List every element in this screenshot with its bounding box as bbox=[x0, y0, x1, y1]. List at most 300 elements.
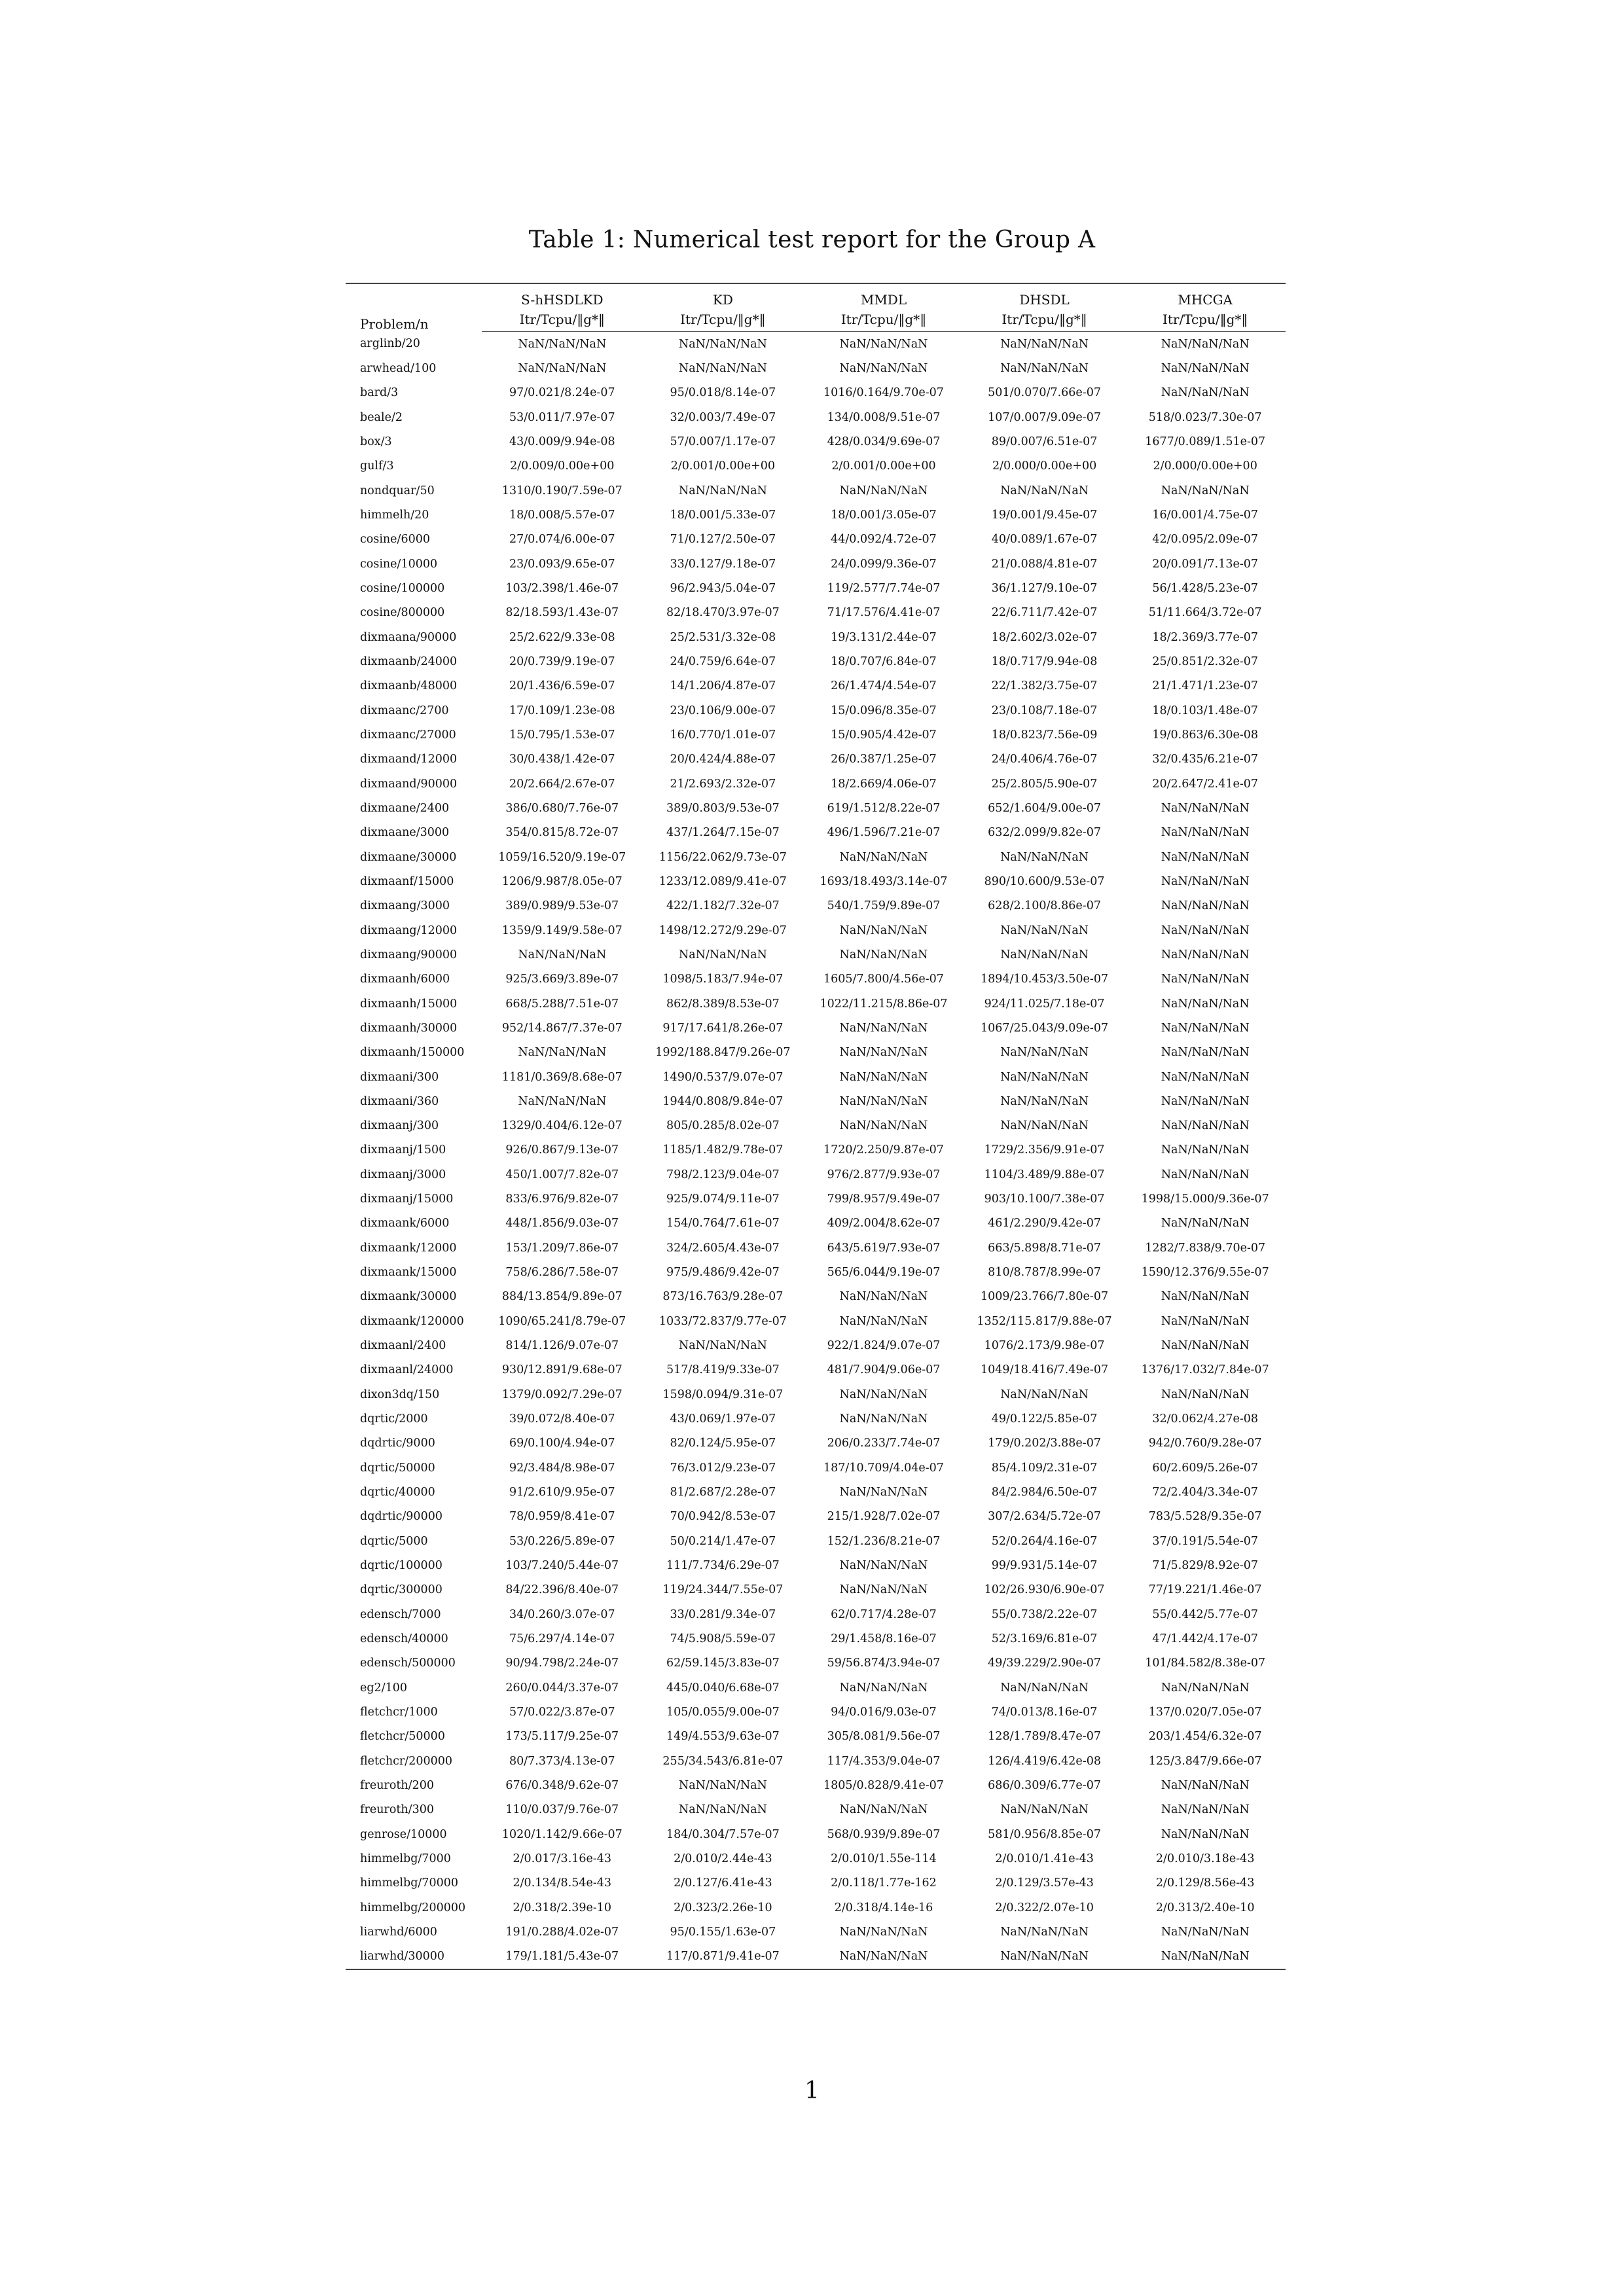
result-cell: 30/0.438/1.42e-07 bbox=[509, 753, 615, 766]
result-cell: NaN/NaN/NaN bbox=[1161, 874, 1250, 888]
result-cell: 56/1.428/5.23e-07 bbox=[1152, 581, 1259, 595]
result-cell: 103/2.398/1.46e-07 bbox=[505, 581, 619, 595]
metric-subheader: Itr/Tcpu/‖g*‖ bbox=[482, 308, 643, 332]
result-cell: NaN/NaN/NaN bbox=[1000, 850, 1089, 864]
result-cell: 44/0.092/4.72e-07 bbox=[831, 533, 937, 547]
result-cell: 833/6.976/9.82e-07 bbox=[505, 1193, 619, 1206]
result-cell: 72/2.404/3.34e-07 bbox=[1152, 1486, 1259, 1499]
problem-cell: arglinb/20 bbox=[360, 337, 420, 351]
result-cell: 1310/0.190/7.59e-07 bbox=[501, 484, 623, 497]
problem-cell: genrose/10000 bbox=[360, 1827, 447, 1841]
result-cell: NaN/NaN/NaN bbox=[1161, 1070, 1250, 1084]
result-cell: NaN/NaN/NaN bbox=[839, 1681, 928, 1695]
result-cell: NaN/NaN/NaN bbox=[839, 337, 928, 351]
problem-cell: arwhead/100 bbox=[360, 361, 437, 375]
result-cell: NaN/NaN/NaN bbox=[1000, 337, 1089, 351]
result-cell: 1729/2.356/9.91e-07 bbox=[984, 1143, 1105, 1157]
result-cell: 581/0.956/8.85e-07 bbox=[988, 1827, 1101, 1841]
result-cell: NaN/NaN/NaN bbox=[1000, 361, 1089, 375]
table-row bbox=[346, 1187, 1286, 1211]
result-cell: 676/0.348/9.62e-07 bbox=[505, 1779, 619, 1793]
result-cell: 137/0.020/7.05e-07 bbox=[1148, 1706, 1262, 1719]
table-row bbox=[346, 332, 1286, 357]
table-row bbox=[346, 1041, 1286, 1065]
table-row bbox=[346, 1626, 1286, 1651]
result-cell: NaN/NaN/NaN bbox=[1161, 826, 1250, 840]
problem-cell: dixmaanj/1500 bbox=[360, 1143, 446, 1157]
result-cell: 686/0.309/6.77e-07 bbox=[988, 1779, 1101, 1793]
result-cell: 96/2.943/5.04e-07 bbox=[670, 581, 776, 595]
table-row bbox=[346, 601, 1286, 625]
result-cell: NaN/NaN/NaN bbox=[1161, 924, 1250, 937]
result-cell: 111/7.734/6.29e-07 bbox=[666, 1559, 780, 1573]
problem-cell: dixmaank/30000 bbox=[360, 1290, 457, 1304]
problem-cell: cosine/100000 bbox=[360, 581, 445, 595]
problem-cell: dixmaani/300 bbox=[360, 1070, 439, 1084]
result-cell: 20/0.424/4.88e-07 bbox=[670, 753, 776, 766]
result-cell: 20/0.091/7.13e-07 bbox=[1152, 557, 1259, 571]
problem-cell: bard/3 bbox=[360, 386, 399, 400]
result-cell: NaN/NaN/NaN bbox=[1161, 1388, 1250, 1401]
result-cell: 21/1.471/1.23e-07 bbox=[1152, 679, 1259, 693]
result-cell: 94/0.016/9.03e-07 bbox=[831, 1706, 937, 1719]
table-row bbox=[346, 356, 1286, 380]
problem-cell: dixmaang/3000 bbox=[360, 899, 450, 913]
result-cell: 632/2.099/9.82e-07 bbox=[988, 826, 1101, 840]
problem-cell: cosine/10000 bbox=[360, 557, 438, 571]
result-cell: 152/1.236/8.21e-07 bbox=[827, 1534, 941, 1548]
table-row bbox=[346, 381, 1286, 405]
result-cell: 1282/7.838/9.70e-07 bbox=[1145, 1241, 1266, 1255]
result-cell: 1049/18.416/7.49e-07 bbox=[981, 1363, 1109, 1377]
problem-cell: dixon3dq/150 bbox=[360, 1388, 440, 1401]
result-cell: 496/1.596/7.21e-07 bbox=[827, 826, 941, 840]
problem-cell: liarwhd/6000 bbox=[360, 1925, 437, 1939]
problem-cell: box/3 bbox=[360, 435, 392, 448]
result-cell: 2/0.017/3.16e-43 bbox=[513, 1852, 612, 1865]
problem-cell: freuroth/300 bbox=[360, 1803, 434, 1817]
problem-cell: edensch/7000 bbox=[360, 1607, 441, 1621]
result-cell: NaN/NaN/NaN bbox=[1161, 801, 1250, 815]
table-row bbox=[346, 1822, 1286, 1846]
table-row bbox=[346, 1773, 1286, 1797]
result-cell: 78/0.959/8.41e-07 bbox=[509, 1510, 615, 1524]
result-cell: NaN/NaN/NaN bbox=[839, 1583, 928, 1597]
result-cell: 18/0.001/3.05e-07 bbox=[831, 508, 937, 522]
result-cell: 952/14.867/7.37e-07 bbox=[501, 1021, 623, 1035]
result-cell: NaN/NaN/NaN bbox=[1161, 1681, 1250, 1695]
result-cell: 540/1.759/9.89e-07 bbox=[827, 899, 941, 913]
result-cell: 15/0.905/4.42e-07 bbox=[831, 728, 937, 742]
result-cell: 1329/0.404/6.12e-07 bbox=[501, 1119, 623, 1133]
table-row bbox=[346, 1211, 1286, 1236]
problem-cell: dixmaanj/300 bbox=[360, 1119, 439, 1133]
problem-cell: dqdrtic/9000 bbox=[360, 1437, 435, 1450]
table-row bbox=[346, 1162, 1286, 1187]
problem-cell: dixmaanb/24000 bbox=[360, 655, 458, 668]
result-cell: 758/6.286/7.58e-07 bbox=[505, 1266, 619, 1280]
result-cell: 518/0.023/7.30e-07 bbox=[1148, 410, 1262, 424]
table-row bbox=[346, 796, 1286, 820]
result-cell: 1181/0.369/8.68e-07 bbox=[501, 1070, 623, 1084]
result-cell: 97/0.021/8.24e-07 bbox=[509, 386, 615, 400]
result-cell: 101/84.582/8.38e-07 bbox=[1145, 1657, 1266, 1670]
result-cell: 95/0.018/8.14e-07 bbox=[670, 386, 776, 400]
table-row bbox=[346, 1749, 1286, 1773]
result-cell: 2/0.129/3.57e-43 bbox=[995, 1876, 1094, 1890]
result-cell: 884/13.854/9.89e-07 bbox=[501, 1290, 623, 1304]
result-cell: 1720/2.250/9.87e-07 bbox=[823, 1143, 944, 1157]
result-cell: 19/0.001/9.45e-07 bbox=[991, 508, 1098, 522]
problem-cell: beale/2 bbox=[360, 410, 403, 424]
result-cell: 890/10.600/9.53e-07 bbox=[984, 874, 1105, 888]
table-row bbox=[346, 1456, 1286, 1480]
result-cell: NaN/NaN/NaN bbox=[839, 1388, 928, 1401]
result-cell: 260/0.044/3.37e-07 bbox=[505, 1681, 619, 1695]
result-cell: NaN/NaN/NaN bbox=[1000, 1094, 1089, 1108]
result-cell: 76/3.012/9.23e-07 bbox=[670, 1461, 776, 1475]
result-cell: 2/0.318/2.39e-10 bbox=[513, 1901, 612, 1914]
result-cell: 117/4.353/9.04e-07 bbox=[827, 1754, 941, 1768]
table-row bbox=[346, 576, 1286, 600]
result-cell: 450/1.007/7.82e-07 bbox=[505, 1168, 619, 1181]
problem-cell: dixmaanh/15000 bbox=[360, 997, 458, 1011]
result-cell: NaN/NaN/NaN bbox=[839, 361, 928, 375]
result-cell: 153/1.209/7.86e-07 bbox=[505, 1241, 619, 1255]
problem-cell: dqdrtic/90000 bbox=[360, 1510, 442, 1524]
result-cell: 21/0.088/4.81e-07 bbox=[991, 557, 1098, 571]
result-cell: 23/0.108/7.18e-07 bbox=[991, 704, 1098, 717]
result-cell: 1156/22.062/9.73e-07 bbox=[659, 850, 787, 864]
result-cell: 55/0.442/5.77e-07 bbox=[1152, 1607, 1259, 1621]
result-cell: 461/2.290/9.42e-07 bbox=[988, 1217, 1101, 1230]
problem-cell: dixmaank/120000 bbox=[360, 1314, 464, 1328]
result-cell: NaN/NaN/NaN bbox=[1161, 1168, 1250, 1181]
result-cell: NaN/NaN/NaN bbox=[678, 948, 767, 961]
result-cell: 1359/9.149/9.58e-07 bbox=[501, 924, 623, 937]
result-cell: 1206/9.987/8.05e-07 bbox=[501, 874, 623, 888]
result-cell: 2/0.313/2.40e-10 bbox=[1155, 1901, 1255, 1914]
result-cell: 18/2.369/3.77e-07 bbox=[1152, 630, 1259, 644]
page-number: 1 bbox=[804, 2077, 820, 2104]
result-cell: 1098/5.183/7.94e-07 bbox=[662, 973, 784, 986]
result-cell: 814/1.126/9.07e-07 bbox=[505, 1339, 619, 1353]
table-row bbox=[346, 918, 1286, 942]
table-row bbox=[346, 1529, 1286, 1553]
result-cell: 1059/16.520/9.19e-07 bbox=[498, 850, 626, 864]
result-cell: 1894/10.453/3.50e-07 bbox=[981, 973, 1109, 986]
result-cell: 1944/0.808/9.84e-07 bbox=[662, 1094, 784, 1108]
result-cell: 27/0.074/6.00e-07 bbox=[509, 533, 615, 547]
result-cell: 102/26.930/6.90e-07 bbox=[984, 1583, 1105, 1597]
result-cell: NaN/NaN/NaN bbox=[1000, 1803, 1089, 1817]
result-cell: 18/0.707/6.84e-07 bbox=[831, 655, 937, 668]
problem-cell: dixmaane/30000 bbox=[360, 850, 457, 864]
result-cell: NaN/NaN/NaN bbox=[839, 1314, 928, 1328]
problem-cell: dqrtic/50000 bbox=[360, 1461, 435, 1475]
result-cell: 42/0.095/2.09e-07 bbox=[1152, 533, 1259, 547]
result-cell: 20/1.436/6.59e-07 bbox=[509, 679, 615, 693]
problem-cell: dixmaank/12000 bbox=[360, 1241, 457, 1255]
table-row bbox=[346, 992, 1286, 1016]
table-row bbox=[346, 1285, 1286, 1309]
table-row bbox=[346, 1651, 1286, 1676]
result-cell: 81/2.687/2.28e-07 bbox=[670, 1486, 776, 1499]
result-cell: 75/6.297/4.14e-07 bbox=[509, 1632, 615, 1646]
result-cell: 1016/0.164/9.70e-07 bbox=[823, 386, 944, 400]
problem-cell: liarwhd/30000 bbox=[360, 1950, 445, 1964]
result-cell: 51/11.664/3.72e-07 bbox=[1148, 606, 1262, 620]
result-cell: 2/0.000/0.00e+00 bbox=[1153, 459, 1257, 473]
result-cell: NaN/NaN/NaN bbox=[839, 1559, 928, 1573]
table-row bbox=[346, 649, 1286, 673]
result-cell: 57/0.022/3.87e-07 bbox=[509, 1706, 615, 1719]
result-cell: 663/5.898/8.71e-07 bbox=[988, 1241, 1101, 1255]
problem-cell: himmelbg/200000 bbox=[360, 1901, 466, 1914]
table-row bbox=[346, 1114, 1286, 1138]
result-cell: NaN/NaN/NaN bbox=[839, 948, 928, 961]
table-row bbox=[346, 1798, 1286, 1822]
table-row bbox=[346, 894, 1286, 918]
result-cell: 52/3.169/6.81e-07 bbox=[991, 1632, 1098, 1646]
result-cell: NaN/NaN/NaN bbox=[839, 1021, 928, 1035]
table-row bbox=[346, 478, 1286, 503]
result-cell: 942/0.760/9.28e-07 bbox=[1148, 1437, 1262, 1450]
result-cell: 517/8.419/9.33e-07 bbox=[666, 1363, 780, 1377]
problem-cell: dixmaanj/15000 bbox=[360, 1193, 454, 1206]
result-cell: 107/0.007/9.09e-07 bbox=[988, 410, 1101, 424]
table-row bbox=[346, 869, 1286, 893]
result-cell: 389/0.989/9.53e-07 bbox=[505, 899, 619, 913]
result-cell: 80/7.373/4.13e-07 bbox=[509, 1754, 615, 1768]
problem-cell: gulf/3 bbox=[360, 459, 394, 473]
result-cell: 2/0.010/1.55e-114 bbox=[831, 1852, 937, 1865]
table-row bbox=[346, 1725, 1286, 1749]
result-cell: 26/0.387/1.25e-07 bbox=[831, 753, 937, 766]
table-row bbox=[346, 1945, 1286, 1969]
result-cell: 57/0.007/1.17e-07 bbox=[670, 435, 776, 448]
table-row bbox=[346, 1309, 1286, 1333]
table-row bbox=[346, 1676, 1286, 1700]
result-cell: 74/0.013/8.16e-07 bbox=[991, 1706, 1098, 1719]
problem-cell: freuroth/200 bbox=[360, 1779, 434, 1793]
problem-cell: dqrtic/40000 bbox=[360, 1486, 435, 1499]
result-cell: NaN/NaN/NaN bbox=[1161, 1143, 1250, 1157]
result-cell: 119/24.344/7.55e-07 bbox=[662, 1583, 784, 1597]
result-cell: 187/10.709/4.04e-07 bbox=[823, 1461, 944, 1475]
result-cell: 16/0.001/4.75e-07 bbox=[1152, 508, 1259, 522]
result-cell: 37/0.191/5.54e-07 bbox=[1152, 1534, 1259, 1548]
result-cell: 85/4.109/2.31e-07 bbox=[991, 1461, 1098, 1475]
result-cell: NaN/NaN/NaN bbox=[1161, 1046, 1250, 1060]
result-cell: 19/3.131/2.44e-07 bbox=[831, 630, 937, 644]
result-cell: 24/0.759/6.64e-07 bbox=[670, 655, 776, 668]
result-cell: 305/8.081/9.56e-07 bbox=[827, 1730, 941, 1744]
result-cell: 481/7.904/9.06e-07 bbox=[827, 1363, 941, 1377]
result-cell: NaN/NaN/NaN bbox=[678, 1339, 767, 1353]
result-cell: 215/1.928/7.02e-07 bbox=[827, 1510, 941, 1524]
result-cell: 2/0.010/1.41e-43 bbox=[995, 1852, 1094, 1865]
result-cell: 1185/1.482/9.78e-07 bbox=[662, 1143, 784, 1157]
result-cell: 99/9.931/5.14e-07 bbox=[991, 1559, 1098, 1573]
result-cell: 628/2.100/8.86e-07 bbox=[988, 899, 1101, 913]
table-row bbox=[346, 1260, 1286, 1284]
result-cell: NaN/NaN/NaN bbox=[1000, 924, 1089, 937]
result-cell: 82/0.124/5.95e-07 bbox=[670, 1437, 776, 1450]
result-cell: 82/18.593/1.43e-07 bbox=[505, 606, 619, 620]
result-cell: 70/0.942/8.53e-07 bbox=[670, 1510, 776, 1524]
result-cell: 445/0.040/6.68e-07 bbox=[666, 1681, 780, 1695]
problem-cell: dixmaank/15000 bbox=[360, 1266, 457, 1280]
problem-cell: dixmaand/12000 bbox=[360, 753, 458, 766]
result-cell: 862/8.389/8.53e-07 bbox=[666, 997, 780, 1011]
table-row bbox=[346, 552, 1286, 576]
table-row bbox=[346, 967, 1286, 992]
result-cell: 409/2.004/8.62e-07 bbox=[827, 1217, 941, 1230]
result-cell: 43/0.069/1.97e-07 bbox=[670, 1412, 776, 1426]
result-cell: 25/0.851/2.32e-07 bbox=[1152, 655, 1259, 668]
result-cell: 206/0.233/7.74e-07 bbox=[827, 1437, 941, 1450]
result-cell: NaN/NaN/NaN bbox=[518, 1094, 607, 1108]
result-cell: 62/59.145/3.83e-07 bbox=[666, 1657, 780, 1670]
result-cell: NaN/NaN/NaN bbox=[678, 361, 767, 375]
result-cell: 69/0.100/4.94e-07 bbox=[509, 1437, 615, 1450]
method-header-kd: KD bbox=[712, 292, 733, 308]
result-cell: 2/0.001/0.00e+00 bbox=[670, 459, 776, 473]
problem-cell: dixmaank/6000 bbox=[360, 1217, 450, 1230]
table-header bbox=[346, 283, 1286, 332]
result-cell: NaN/NaN/NaN bbox=[839, 1950, 928, 1964]
result-cell: 448/1.856/9.03e-07 bbox=[505, 1217, 619, 1230]
table-row bbox=[346, 723, 1286, 747]
result-cell: NaN/NaN/NaN bbox=[1161, 899, 1250, 913]
table-row bbox=[346, 429, 1286, 454]
result-cell: NaN/NaN/NaN bbox=[839, 1094, 928, 1108]
result-cell: 18/0.717/9.94e-08 bbox=[991, 655, 1098, 668]
metric-subheader: Itr/Tcpu/‖g*‖ bbox=[1125, 308, 1286, 332]
result-cell: NaN/NaN/NaN bbox=[1000, 1388, 1089, 1401]
result-cell: 25/2.805/5.90e-07 bbox=[991, 777, 1098, 791]
table-row bbox=[346, 674, 1286, 698]
table-row bbox=[346, 821, 1286, 845]
result-cell: NaN/NaN/NaN bbox=[1000, 1070, 1089, 1084]
result-cell: 1498/12.272/9.29e-07 bbox=[659, 924, 787, 937]
problem-cell: fletchcr/200000 bbox=[360, 1754, 452, 1768]
result-cell: 903/10.100/7.38e-07 bbox=[984, 1193, 1105, 1206]
result-cell: 307/2.634/5.72e-07 bbox=[988, 1510, 1101, 1524]
result-cell: 17/0.109/1.23e-08 bbox=[509, 704, 615, 717]
result-cell: NaN/NaN/NaN bbox=[1000, 948, 1089, 961]
result-cell: 32/0.003/7.49e-07 bbox=[670, 410, 776, 424]
problem-cell: dixmaane/2400 bbox=[360, 801, 450, 815]
result-cell: 25/2.531/3.32e-08 bbox=[670, 630, 776, 644]
table-row bbox=[346, 1138, 1286, 1162]
result-cell: 354/0.815/8.72e-07 bbox=[505, 826, 619, 840]
result-cell: 19/0.863/6.30e-08 bbox=[1152, 728, 1259, 742]
result-cell: 18/0.001/5.33e-07 bbox=[670, 508, 776, 522]
problem-cell: fletchcr/50000 bbox=[360, 1730, 445, 1744]
result-cell: 917/17.641/8.26e-07 bbox=[662, 1021, 784, 1035]
result-cell: 2/0.000/0.00e+00 bbox=[992, 459, 1097, 473]
method-header-mhcga: MHCGA bbox=[1178, 292, 1233, 308]
result-cell: 1998/15.000/9.36e-07 bbox=[1141, 1193, 1269, 1206]
problem-cell: cosine/6000 bbox=[360, 533, 430, 547]
result-cell: 1379/0.092/7.29e-07 bbox=[501, 1388, 623, 1401]
table-row bbox=[346, 405, 1286, 429]
result-cell: 386/0.680/7.76e-07 bbox=[505, 801, 619, 815]
result-cell: NaN/NaN/NaN bbox=[1161, 1339, 1250, 1353]
table-row bbox=[346, 1602, 1286, 1626]
problem-cell: himmelbg/7000 bbox=[360, 1852, 451, 1865]
problem-cell: dqrtic/300000 bbox=[360, 1583, 442, 1597]
result-cell: 32/0.062/4.27e-08 bbox=[1152, 1412, 1259, 1426]
result-cell: 91/2.610/9.95e-07 bbox=[509, 1486, 615, 1499]
result-cell: 95/0.155/1.63e-07 bbox=[670, 1925, 776, 1939]
table-row bbox=[346, 747, 1286, 772]
result-cell: 149/4.553/9.63e-07 bbox=[666, 1730, 780, 1744]
result-cell: 1020/1.142/9.66e-07 bbox=[501, 1827, 623, 1841]
result-cell: 29/1.458/8.16e-07 bbox=[831, 1632, 937, 1646]
result-cell: 668/5.288/7.51e-07 bbox=[505, 997, 619, 1011]
result-cell: 34/0.260/3.07e-07 bbox=[509, 1607, 615, 1621]
result-cell: 23/0.093/9.65e-07 bbox=[509, 557, 615, 571]
result-cell: 33/0.281/9.34e-07 bbox=[670, 1607, 776, 1621]
result-cell: 23/0.106/9.00e-07 bbox=[670, 704, 776, 717]
table-row bbox=[346, 1333, 1286, 1357]
problem-cell: dixmaang/12000 bbox=[360, 924, 458, 937]
result-cell: 2/0.118/1.77e-162 bbox=[831, 1876, 937, 1890]
result-cell: 930/12.891/9.68e-07 bbox=[501, 1363, 623, 1377]
result-cell: 2/0.009/0.00e+00 bbox=[510, 459, 615, 473]
result-cell: NaN/NaN/NaN bbox=[1161, 850, 1250, 864]
result-cell: 24/0.406/4.76e-07 bbox=[991, 753, 1098, 766]
result-cell: 1598/0.094/9.31e-07 bbox=[662, 1388, 784, 1401]
result-cell: 71/17.576/4.41e-07 bbox=[827, 606, 941, 620]
result-cell: NaN/NaN/NaN bbox=[1000, 484, 1089, 497]
table-body bbox=[346, 332, 1286, 1969]
table-row bbox=[346, 625, 1286, 649]
result-cell: NaN/NaN/NaN bbox=[1000, 1046, 1089, 1060]
result-cell: 179/1.181/5.43e-07 bbox=[505, 1950, 619, 1964]
result-cell: 2/0.322/2.07e-10 bbox=[995, 1901, 1094, 1914]
result-cell: 652/1.604/9.00e-07 bbox=[988, 801, 1101, 815]
result-cell: 1376/17.032/7.84e-07 bbox=[1141, 1363, 1269, 1377]
result-cell: 173/5.117/9.25e-07 bbox=[505, 1730, 619, 1744]
result-cell: 422/1.182/7.32e-07 bbox=[666, 899, 780, 913]
method-header-dhsdl: DHSDL bbox=[1019, 292, 1070, 308]
table-row bbox=[346, 1578, 1286, 1602]
result-cell: 1677/0.089/1.51e-07 bbox=[1145, 435, 1266, 448]
problem-cell: edensch/40000 bbox=[360, 1632, 448, 1646]
result-cell: 47/1.442/4.17e-07 bbox=[1152, 1632, 1259, 1646]
result-cell: NaN/NaN/NaN bbox=[1161, 1021, 1250, 1035]
result-cell: 1590/12.376/9.55e-07 bbox=[1141, 1266, 1269, 1280]
result-cell: NaN/NaN/NaN bbox=[1161, 361, 1250, 375]
result-cell: 49/39.229/2.90e-07 bbox=[988, 1657, 1101, 1670]
result-cell: 565/6.044/9.19e-07 bbox=[827, 1266, 941, 1280]
result-cell: NaN/NaN/NaN bbox=[678, 1803, 767, 1817]
table-caption: Table 1: Numerical test report for the Group A bbox=[528, 226, 1096, 253]
result-cell: 105/0.055/9.00e-07 bbox=[666, 1706, 780, 1719]
problem-cell: fletchcr/1000 bbox=[360, 1706, 438, 1719]
result-cell: NaN/NaN/NaN bbox=[839, 1119, 928, 1133]
table-row bbox=[346, 1700, 1286, 1724]
table-row bbox=[346, 1016, 1286, 1040]
result-cell: 154/0.764/7.61e-07 bbox=[666, 1217, 780, 1230]
table-row bbox=[346, 1480, 1286, 1504]
table-row bbox=[346, 1236, 1286, 1260]
problem-cell: dixmaanl/2400 bbox=[360, 1339, 446, 1353]
